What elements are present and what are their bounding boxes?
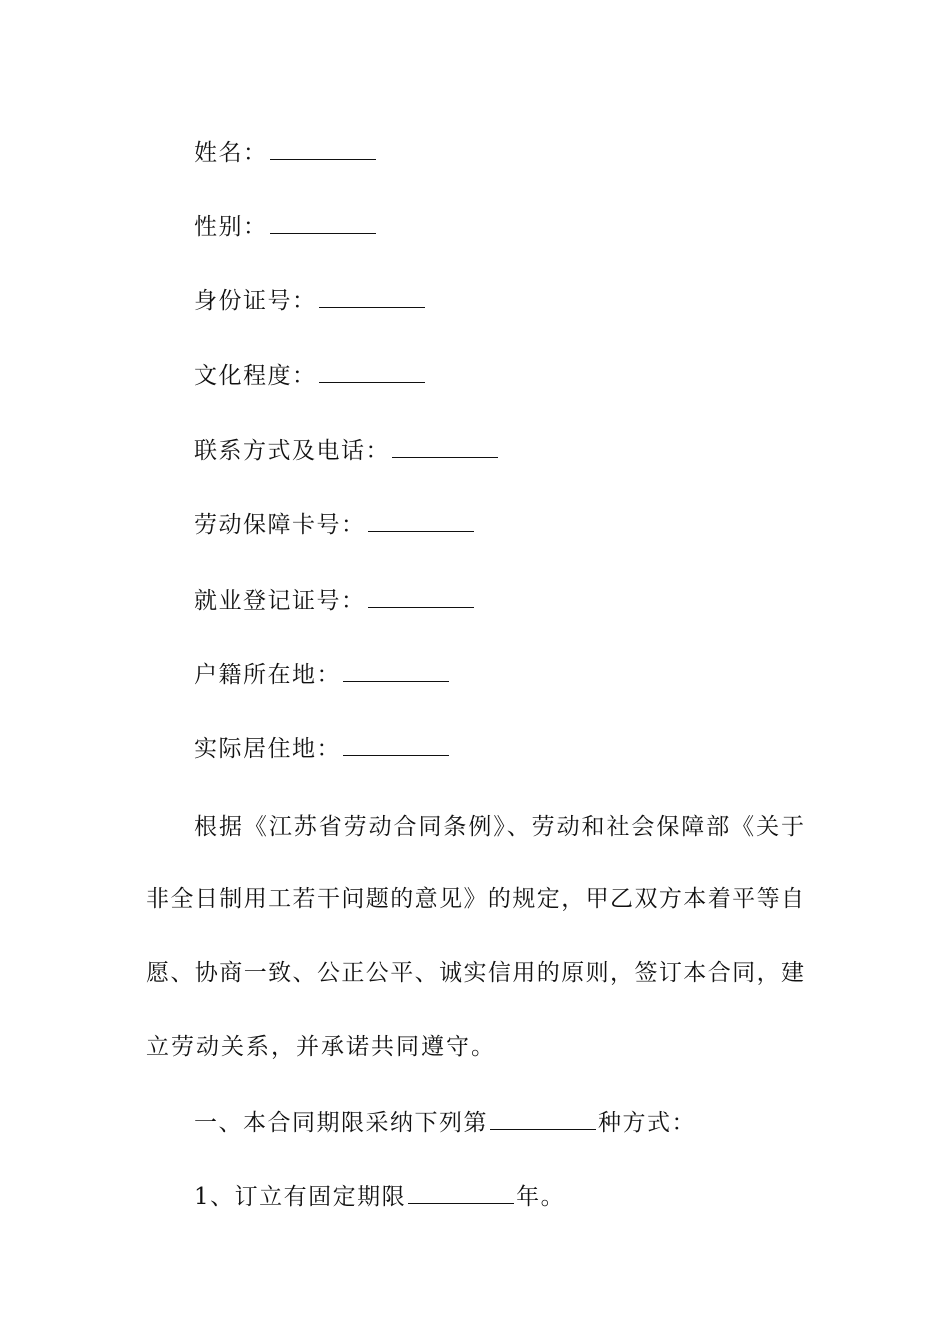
item-fixed-term xyxy=(194,1182,565,1212)
field-label: 劳动保障卡号： xyxy=(194,512,366,538)
item-text: 年。 xyxy=(516,1184,566,1210)
field-label: 身份证号： xyxy=(194,288,317,314)
blank-line xyxy=(490,1109,596,1130)
field-label: 文化程度： xyxy=(194,363,317,389)
field-label: 户籍所在地： xyxy=(194,662,341,688)
field-label: 联系方式及电话： xyxy=(194,438,390,464)
paragraph-line: 根据《江苏省劳动合同条例》、劳动和社会保障部《关于 xyxy=(194,814,804,840)
field-education xyxy=(194,361,425,391)
blank-line xyxy=(392,437,498,458)
field-contact xyxy=(194,436,498,466)
blank-line xyxy=(270,139,376,160)
blank-line xyxy=(343,661,449,682)
field-labor-card xyxy=(194,510,474,540)
field-label: 性别： xyxy=(194,214,268,240)
blank-line xyxy=(270,213,376,234)
field-name xyxy=(194,138,376,168)
field-label: 姓名： xyxy=(194,140,268,166)
paragraph-line: 愿、协商一致、公正公平、诚实信用的原则，签订本合同，建 xyxy=(146,960,804,986)
blank-line xyxy=(368,511,474,532)
blank-line xyxy=(368,587,474,608)
field-employment-cert xyxy=(194,586,474,616)
field-id-number xyxy=(194,286,425,316)
field-label: 实际居住地： xyxy=(194,736,341,762)
field-household-address xyxy=(194,660,449,690)
blank-line xyxy=(343,735,449,756)
item-text: 1、订立有固定期限 xyxy=(194,1184,407,1210)
blank-line xyxy=(319,287,425,308)
field-gender xyxy=(194,212,376,242)
field-label: 就业登记证号： xyxy=(194,588,366,614)
clause-term-type xyxy=(194,1108,696,1138)
field-residence xyxy=(194,734,449,764)
paragraph-line: 非全日制用工若干问题的意见》的规定，甲乙双方本着平等自 xyxy=(146,886,804,912)
paragraph-line: 立劳动关系，并承诺共同遵守。 xyxy=(146,1034,496,1060)
clause-text: 一、本合同期限采纳下列第 xyxy=(194,1110,488,1136)
clause-text: 种方式： xyxy=(598,1110,696,1136)
blank-line xyxy=(408,1183,514,1204)
blank-line xyxy=(319,362,425,383)
